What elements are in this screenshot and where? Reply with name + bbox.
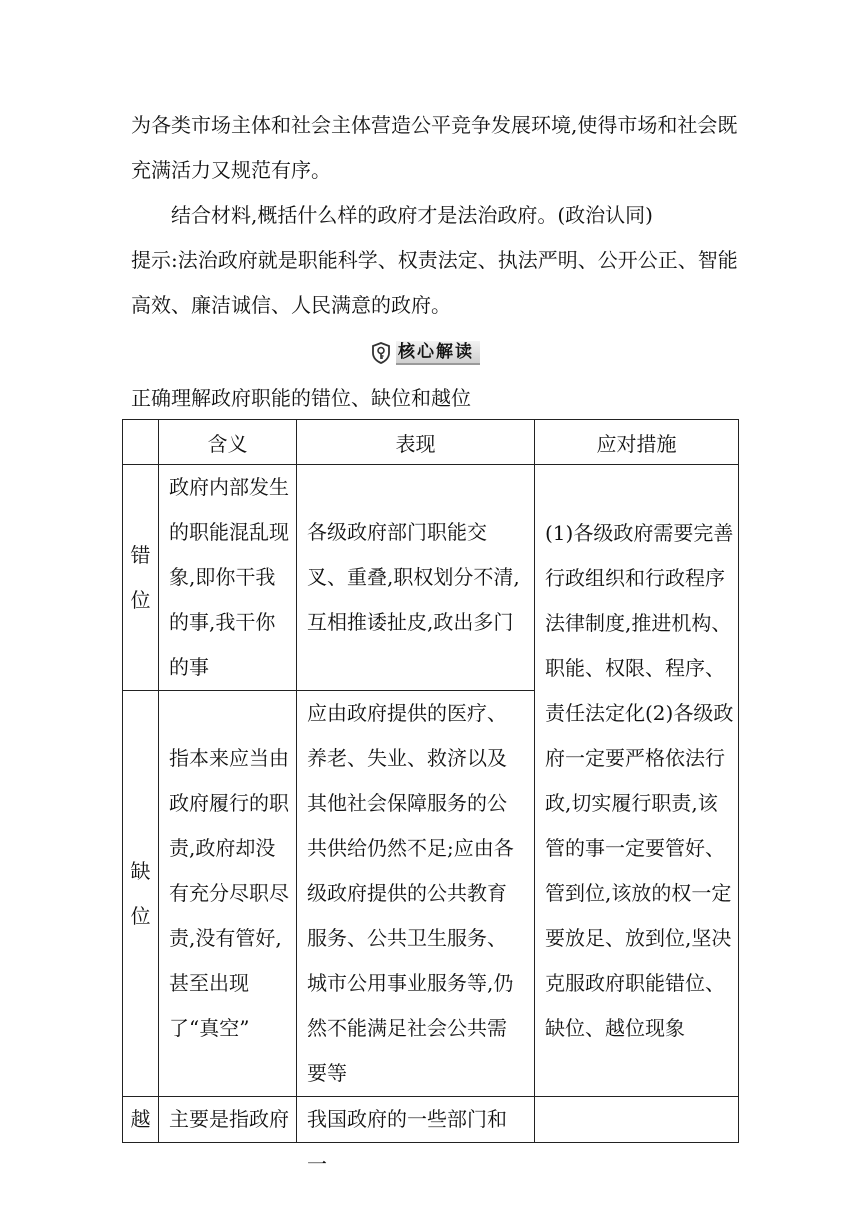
header-measures: 应对措施 [535,420,739,465]
header-meaning: 含义 [159,420,297,465]
header-cell [123,420,159,465]
measures-cell: (1)各级政府需要完善行政组织和行政程序法律制度,推进机构、职能、权限、程序、责任法定化(2)各级政府一定要严格依法行政,切实履行职责,该管的事一定要管好、管到位,该放的权一定要放足、放到位,坚决克服政府职能错位、缺位、越位现象 [535,465,739,1097]
meaning-cell [159,1097,297,1143]
category-char: 错 [130,542,151,567]
manifestation-cell: 各级政府部门职能交叉、重叠,职权划分不清,互相推诿扯皮,政出多门 [297,465,535,691]
section-banner [370,340,488,366]
table-row [123,465,739,691]
section-banner-label: 核心解读 [396,341,480,365]
category-cell [123,691,159,1097]
category-cell [123,1097,159,1143]
measures-cell-empty [535,1097,739,1143]
manifestation-cell [297,1097,535,1176]
question-paragraph: 结合材料,概括什么样的政府才是法治政府。(政治认同) [171,203,653,227]
key-shield-icon [370,341,392,365]
header-manifestation: 表现 [297,420,535,465]
government-function-table [122,419,739,1176]
meaning-cell: 指本来应当由政府履行的职责,政府却没有充分尽职尽责,没有管好,甚至出现了“真空” [159,691,297,1097]
category-char: 缺 [130,858,151,883]
table-header-row [123,420,739,465]
meaning-cell: 政府内部发生的职能混乱现象,即你干我的事,我干你的事 [159,465,297,691]
manifestation-text: 我国政府的一些部门和一 [307,1107,507,1176]
category-char: 位 [130,587,151,612]
category-char: 位 [130,903,151,928]
hint-paragraph: 提示:法治政府就是职能科学、权责法定、执法严明、公开公正、智能高效、廉洁诚信、人民满意的政府。 [131,248,738,317]
meaning-text: 主要是指政府 [169,1107,289,1131]
category-cell [123,465,159,691]
category-char: 越 [130,1107,151,1131]
manifestation-cell: 应由政府提供的医疗、养老、失业、救济以及其他社会保障服务的公共供给仍然不足;应由各级政府提供的公共教育服务、公共卫生服务、城市公用事业服务等,仍然不能满足社会公共需要等 [297,691,535,1097]
table-row [123,1097,739,1143]
paragraph-1: 为各类市场主体和社会主体营造公平竞争发展环境,使得市场和社会既充满活力又规范有序。 [131,113,738,182]
table-intro: 正确理解政府职能的错位、缺位和越位 [131,386,471,410]
